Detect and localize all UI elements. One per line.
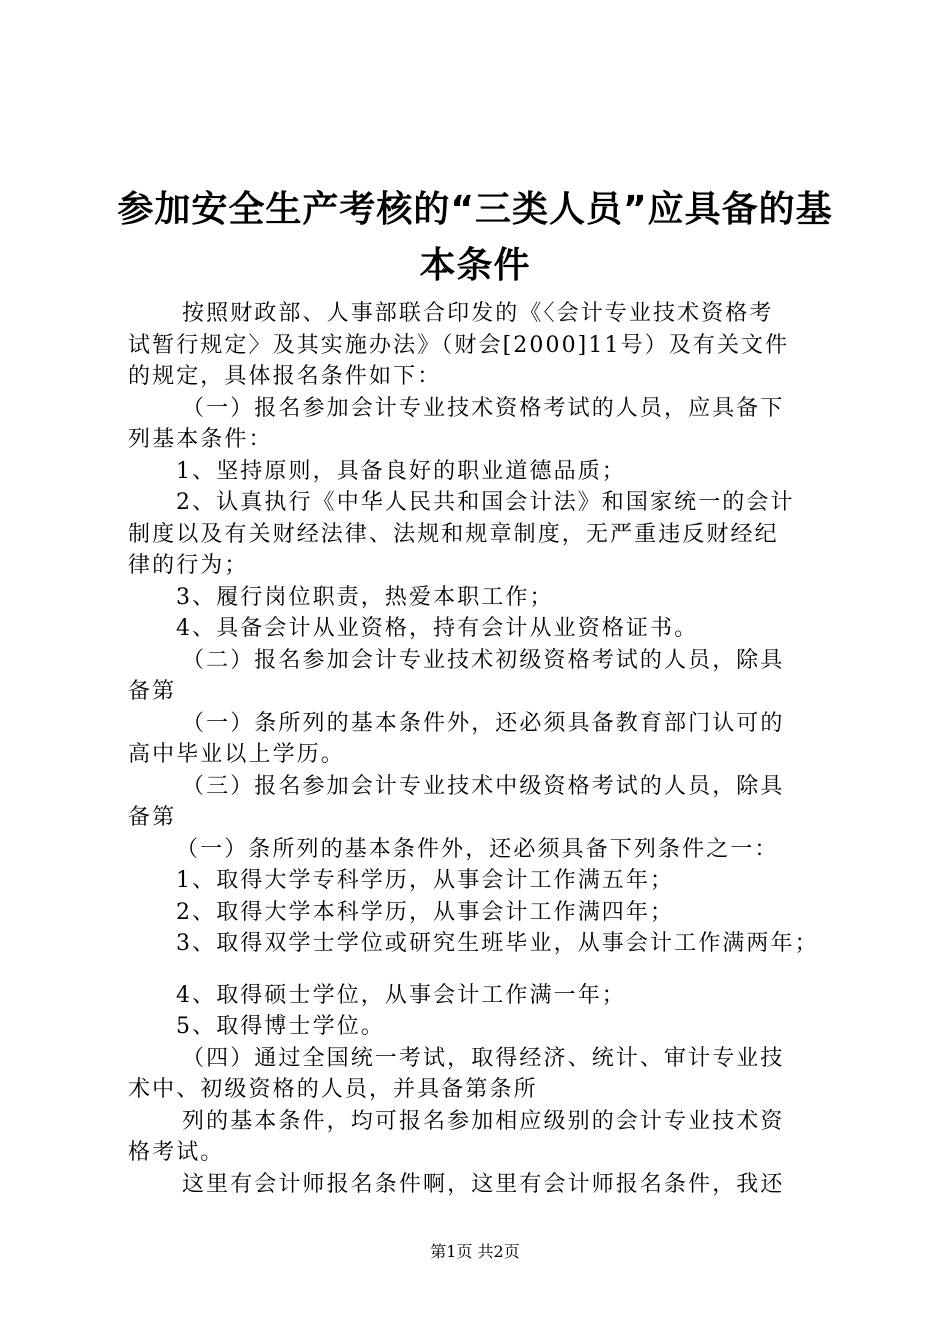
body-line: 试暂行规定〉及其实施办法》（财会[2000]11号）及有关文件 xyxy=(128,332,790,358)
body-line: 备第 xyxy=(128,679,177,704)
document-title-line-2: 本条件 xyxy=(419,245,531,286)
body-line: 这里有会计师报名条件啊，这里有会计师报名条件，我还 xyxy=(182,1171,785,1197)
body-line: （一）报名参加会计专业技术资格考试的人员，应具备下 xyxy=(182,395,785,421)
body-line: 1、坚持原则，具备良好的职业道德品质； xyxy=(176,458,626,484)
body-line: 术中、初级资格的人员，并具备第条所 xyxy=(128,1077,538,1102)
document-body xyxy=(128,298,838,1200)
body-line: 3、取得双学士学位或研究生班毕业，从事会计工作满两年； xyxy=(176,931,819,956)
body-line: 制度以及有关财经法律、法规和规章制度，无严重违反财经纪 xyxy=(128,521,779,547)
body-line: 高中毕业以上学历。 xyxy=(128,742,345,767)
body-line: 律的行为； xyxy=(128,553,249,578)
body-line: 的规定，具体报名条件如下： xyxy=(128,364,442,389)
body-line: （三）报名参加会计专业技术中级资格考试的人员，除具 xyxy=(182,773,785,799)
body-line: 2、认真执行《中华人民共和国会计法》和国家统一的会计 xyxy=(176,490,795,515)
body-line: 3、履行岗位职责，热爱本职工作； xyxy=(176,584,554,610)
body-line: 列基本条件： xyxy=(128,427,273,452)
body-line: 4、取得硕士学位，从事会计工作满一年； xyxy=(176,982,626,1008)
body-line: 1、取得大学专科学历，从事会计工作满五年； xyxy=(176,868,675,893)
body-line: （二）报名参加会计专业技术初级资格考试的人员，除具 xyxy=(182,647,785,673)
document-title-line-1: 参加安全生产考核的“三类人员”应具备的基 xyxy=(117,189,833,230)
body-line: （四）通过全国统一考试，取得经济、统计、审计专业技 xyxy=(182,1045,785,1071)
body-line: （一）条所列的基本条件外，还必须具备教育部门认可的 xyxy=(182,710,785,736)
body-line: 2、取得大学本科学历，从事会计工作满四年； xyxy=(176,899,675,925)
page-footer: 第1页 共2页 xyxy=(430,1242,520,1261)
body-line: 4、具备会计从业资格，持有会计从业资格证书。 xyxy=(176,616,699,641)
body-line: 按照财政部、人事部联合印发的《〈会计专业技术资格考 xyxy=(182,301,774,326)
body-line: 5、取得博士学位。 xyxy=(176,1014,385,1039)
body-line: 格考试。 xyxy=(128,1140,225,1165)
body-line: （一）条所列的基本条件外，还必须具备下列条件之一： xyxy=(176,836,779,862)
body-line: 备第 xyxy=(128,805,177,830)
body-line: 列的基本条件，均可报名参加相应级别的会计专业技术资 xyxy=(182,1108,785,1134)
